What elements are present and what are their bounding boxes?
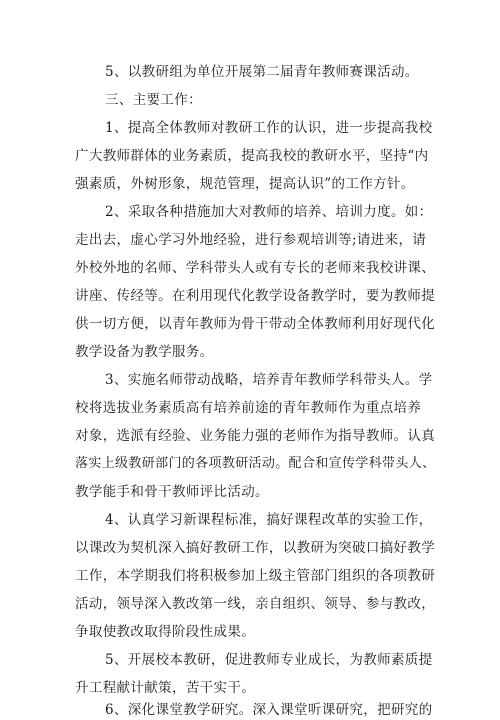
text-line: 升工程献计献策，苦干实干。	[75, 680, 256, 696]
text-line: 争取使教改取得阶段性成果。	[75, 624, 256, 640]
text-line: 2、采取各种措施加大对教师的培养、培训力度。如：	[105, 204, 433, 220]
text-line: 1、提高全体教师对教研工作的认识，进一步提高我校	[105, 120, 433, 136]
text-line: 工作，本学期我们将积极参加上级主管部门组织的各项教研	[75, 568, 436, 584]
text-line: 对象，选派有经验、业务能力强的老师作为指导教师。认真	[75, 428, 436, 444]
text-line: 教学能手和骨干教师评比活动。	[75, 484, 269, 500]
text-line: 供一切方便，以青年教师为骨干带动全体教师利用好现代化	[75, 316, 436, 332]
text-line: 6、深化课堂教学研究。深入课堂听课研究，把研究的	[105, 702, 433, 718]
text-line: 3、实施名师带动战略，培养青年教师学科带头人。学	[105, 372, 433, 388]
text-line: 广大教师群体的业务素质，提高我校的教研水平，坚持“内	[75, 148, 429, 164]
text-line: 以课改为契机深入搞好教研工作，以教研为突破口搞好教学	[75, 540, 436, 556]
text-line: 5、以教研组为单位开展第二届青年教师赛课活动。	[105, 64, 419, 80]
text-line: 讲座、传经等。在利用现代化教学设备教学时，要为教师提	[75, 288, 436, 304]
text-line: 4、认真学习新课程标准，搞好课程改革的实验工作，	[105, 512, 433, 528]
text-line: 外校外地的名师、学科带头人或有专长的老师来我校讲课、	[75, 260, 436, 276]
text-line: 活动，领导深入教改第一线，亲自组织、领导、参与教改，	[75, 596, 436, 612]
text-line: 5、开展校本教研，促进教师专业成长，为教师素质提	[105, 652, 433, 668]
text-line: 校将选拔业务素质高有培养前途的青年教师作为重点培养	[75, 400, 422, 416]
text-line: 落实上级教研部门的各项教研活动。配合和宣传学科带头人、	[75, 456, 436, 471]
text-line: 走出去，虚心学习外地经验，进行参观培训等;请进来，请	[75, 232, 427, 248]
section-heading: 三、主要工作：	[105, 92, 202, 108]
text-line: 教学设备为教学服务。	[75, 344, 214, 360]
text-line: 强素质，外树形象，规范管理，提高认识”的工作方针。	[75, 176, 415, 192]
